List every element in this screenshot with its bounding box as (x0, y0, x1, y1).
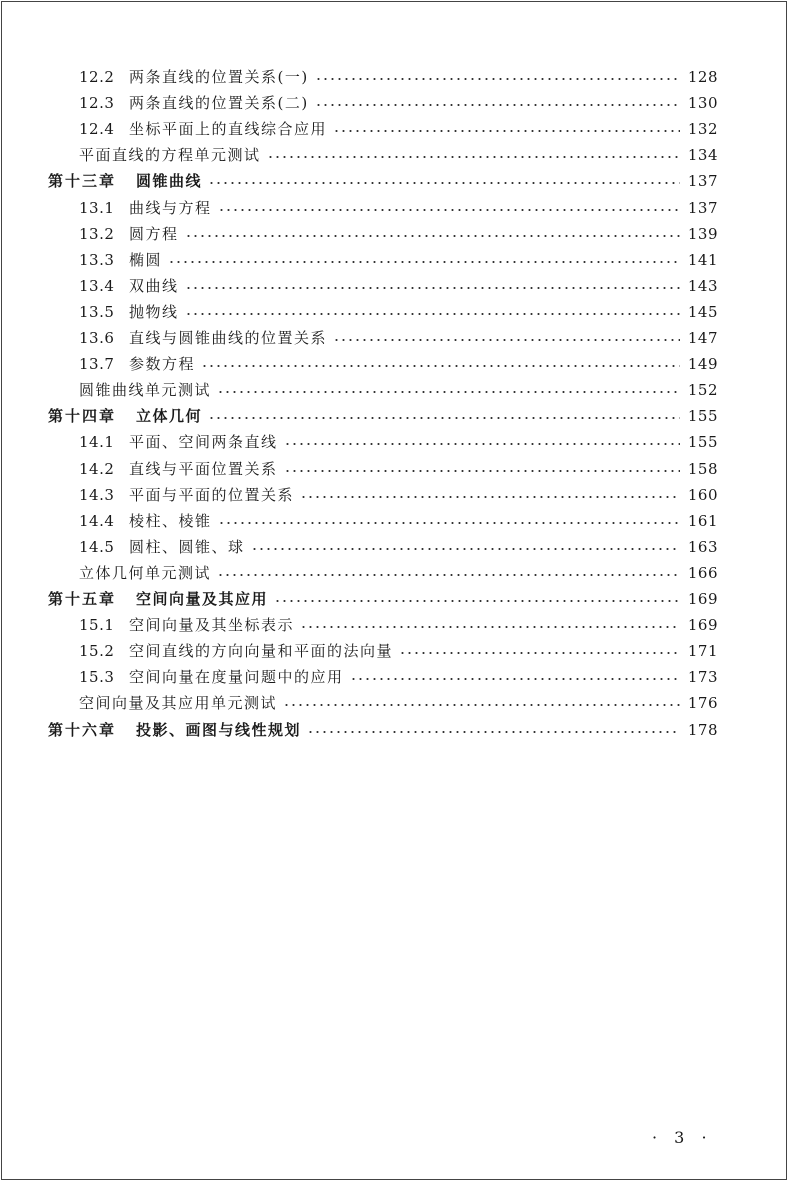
toc-test-row (79, 143, 718, 167)
toc-page-number: 178 (687, 720, 718, 739)
toc-entry-title: 圆锥曲线 (136, 172, 203, 191)
toc-entry-number: 12.3 (79, 94, 115, 113)
toc-section-row (79, 274, 718, 298)
toc-entry-number: 第十四章 (48, 407, 117, 426)
toc-entry-number: 13.4 (79, 276, 115, 295)
toc-entry-title: 直线与平面位置关系 (129, 459, 278, 478)
toc-page-number: 169 (687, 616, 718, 635)
dot-leader (168, 261, 680, 263)
toc-chapter-row (48, 169, 718, 193)
toc-entry-number: 13.2 (79, 224, 115, 243)
toc-entry-number: 13.5 (79, 302, 115, 321)
toc-entry-number: 14.3 (79, 485, 115, 504)
dot-leader (267, 156, 680, 158)
toc-section-row (79, 248, 718, 272)
toc-section-row (79, 535, 718, 559)
toc-section-row (79, 326, 718, 350)
toc-page-number: 163 (687, 537, 718, 556)
toc-section-row (79, 222, 718, 246)
toc-entry-number: 12.4 (79, 120, 115, 139)
toc-test-row (79, 691, 718, 715)
toc-page-number: 145 (687, 302, 718, 321)
toc-section-row (79, 665, 718, 689)
toc-entry-title: 圆锥曲线单元测试 (79, 381, 212, 400)
toc-page-number: 171 (687, 642, 718, 661)
dot-leader (350, 678, 680, 680)
toc-page-number: 166 (687, 563, 718, 582)
toc-test-row (79, 378, 718, 402)
dot-leader (251, 548, 680, 550)
toc-entry-number: 14.1 (79, 433, 115, 452)
dot-leader (274, 600, 680, 602)
dot-leader (333, 130, 680, 132)
toc-entry-title: 棱柱、棱锥 (129, 511, 212, 530)
toc-page-number: 149 (687, 355, 718, 374)
toc-page-number: 160 (687, 485, 718, 504)
toc-page-number: 143 (687, 276, 718, 295)
toc-entry-title: 两条直线的位置关系(二) (129, 94, 309, 113)
toc-entry-title: 平面、空间两条直线 (129, 433, 278, 452)
toc-entry-title: 椭圆 (129, 250, 163, 269)
toc-section-row (79, 65, 718, 89)
toc-page-number: 128 (687, 68, 718, 86)
toc-entry-number: 15.2 (79, 642, 115, 661)
toc-section-row (79, 196, 718, 220)
toc-entry-title: 参数方程 (129, 355, 196, 374)
toc-page-number: 161 (687, 511, 718, 530)
dot-leader (284, 443, 680, 445)
dot-leader (284, 470, 680, 472)
toc-entry-number: 14.2 (79, 459, 115, 478)
toc-entry-title: 平面与平面的位置关系 (129, 485, 295, 504)
toc-page-number: 176 (687, 694, 718, 713)
toc-section-row (79, 613, 718, 637)
dot-leader (185, 235, 680, 237)
toc-page-number: 158 (687, 459, 718, 478)
toc-section-row (79, 117, 718, 141)
toc-entry-number: 第十三章 (48, 172, 117, 191)
toc-page-number: 137 (687, 172, 718, 191)
dot-leader (185, 287, 680, 289)
toc-page-number: 132 (687, 120, 718, 139)
dot-leader (201, 365, 680, 367)
dot-leader (217, 574, 680, 576)
toc-entry-number: 12.2 (79, 68, 115, 86)
toc-page-number: 130 (687, 94, 718, 113)
toc-chapter-row (48, 718, 718, 742)
dot-leader (218, 209, 680, 211)
toc-entry-number: 13.3 (79, 250, 115, 269)
dot-leader (217, 391, 680, 393)
toc-entry-title: 平面直线的方程单元测试 (79, 146, 261, 165)
toc-page-number: 134 (687, 146, 718, 165)
dot-leader (300, 626, 680, 628)
toc-entry-number: 第十六章 (48, 720, 117, 739)
toc-section-row (79, 509, 718, 533)
toc-section-row (79, 300, 718, 324)
toc-page-number: 152 (687, 381, 718, 400)
dot-leader (185, 313, 680, 315)
toc-entry-number: 13.6 (79, 329, 115, 347)
toc-page-number: 139 (687, 224, 718, 243)
dot-leader (315, 104, 680, 106)
toc-chapter-row (48, 404, 718, 428)
toc-entry-number: 第十五章 (48, 590, 117, 608)
toc-page-number: 169 (687, 590, 718, 608)
toc-section-row (79, 457, 718, 481)
toc-entry-number: 13.7 (79, 355, 115, 374)
toc-test-row (79, 561, 718, 585)
toc-entry-title: 立体几何单元测试 (79, 563, 212, 582)
toc-entry-title: 曲线与方程 (129, 198, 212, 217)
toc-entry-number: 15.1 (79, 616, 115, 635)
toc-entry-number: 14.4 (79, 511, 115, 530)
dot-leader (300, 496, 680, 498)
toc-section-row (79, 483, 718, 507)
toc-entry-title: 空间向量及其坐标表示 (129, 616, 295, 635)
dot-leader (307, 731, 680, 733)
toc-entry-title: 双曲线 (129, 276, 179, 295)
toc-page-number: 155 (687, 407, 718, 426)
toc-entry-title: 圆柱、圆锥、球 (129, 537, 245, 556)
page-number: · 3 · (652, 1128, 713, 1147)
toc-section-row (79, 430, 718, 454)
toc-entry-title: 直线与圆锥曲线的位置关系 (129, 329, 328, 347)
toc-page-number: 137 (687, 198, 718, 217)
toc-entry-title: 立体几何 (136, 407, 203, 426)
toc-page-number: 155 (687, 433, 718, 452)
dot-leader (208, 417, 680, 419)
toc-entry-title: 空间向量及其应用 (136, 590, 269, 608)
toc-section-row (79, 91, 718, 115)
toc-entry-title: 坐标平面上的直线综合应用 (129, 120, 328, 139)
toc-entry-title: 两条直线的位置关系(一) (129, 68, 309, 86)
toc-entry-number: 14.5 (79, 537, 115, 556)
dot-leader (218, 522, 680, 524)
toc-page-number: 141 (687, 250, 718, 269)
toc-section-row (79, 352, 718, 376)
toc-page-number: 147 (687, 329, 718, 347)
dot-leader (208, 182, 680, 184)
toc-entry-title: 空间向量在度量问题中的应用 (129, 668, 344, 687)
toc-entry-title: 投影、画图与线性规划 (136, 720, 302, 739)
dot-leader (399, 652, 680, 654)
toc-entry-title: 抛物线 (129, 302, 179, 321)
toc-entry-number: 15.3 (79, 668, 115, 687)
toc-entry-number: 13.1 (79, 198, 115, 217)
toc-entry-title: 圆方程 (129, 224, 179, 243)
dot-leader (333, 339, 680, 341)
toc-entry-title: 空间向量及其应用单元测试 (79, 694, 278, 713)
toc-chapter-row (48, 587, 718, 611)
toc-entry-title: 空间直线的方向向量和平面的法向量 (129, 642, 394, 661)
dot-leader (315, 78, 680, 80)
dot-leader (283, 704, 680, 706)
toc-section-row (79, 639, 718, 663)
toc-page-number: 173 (687, 668, 718, 687)
